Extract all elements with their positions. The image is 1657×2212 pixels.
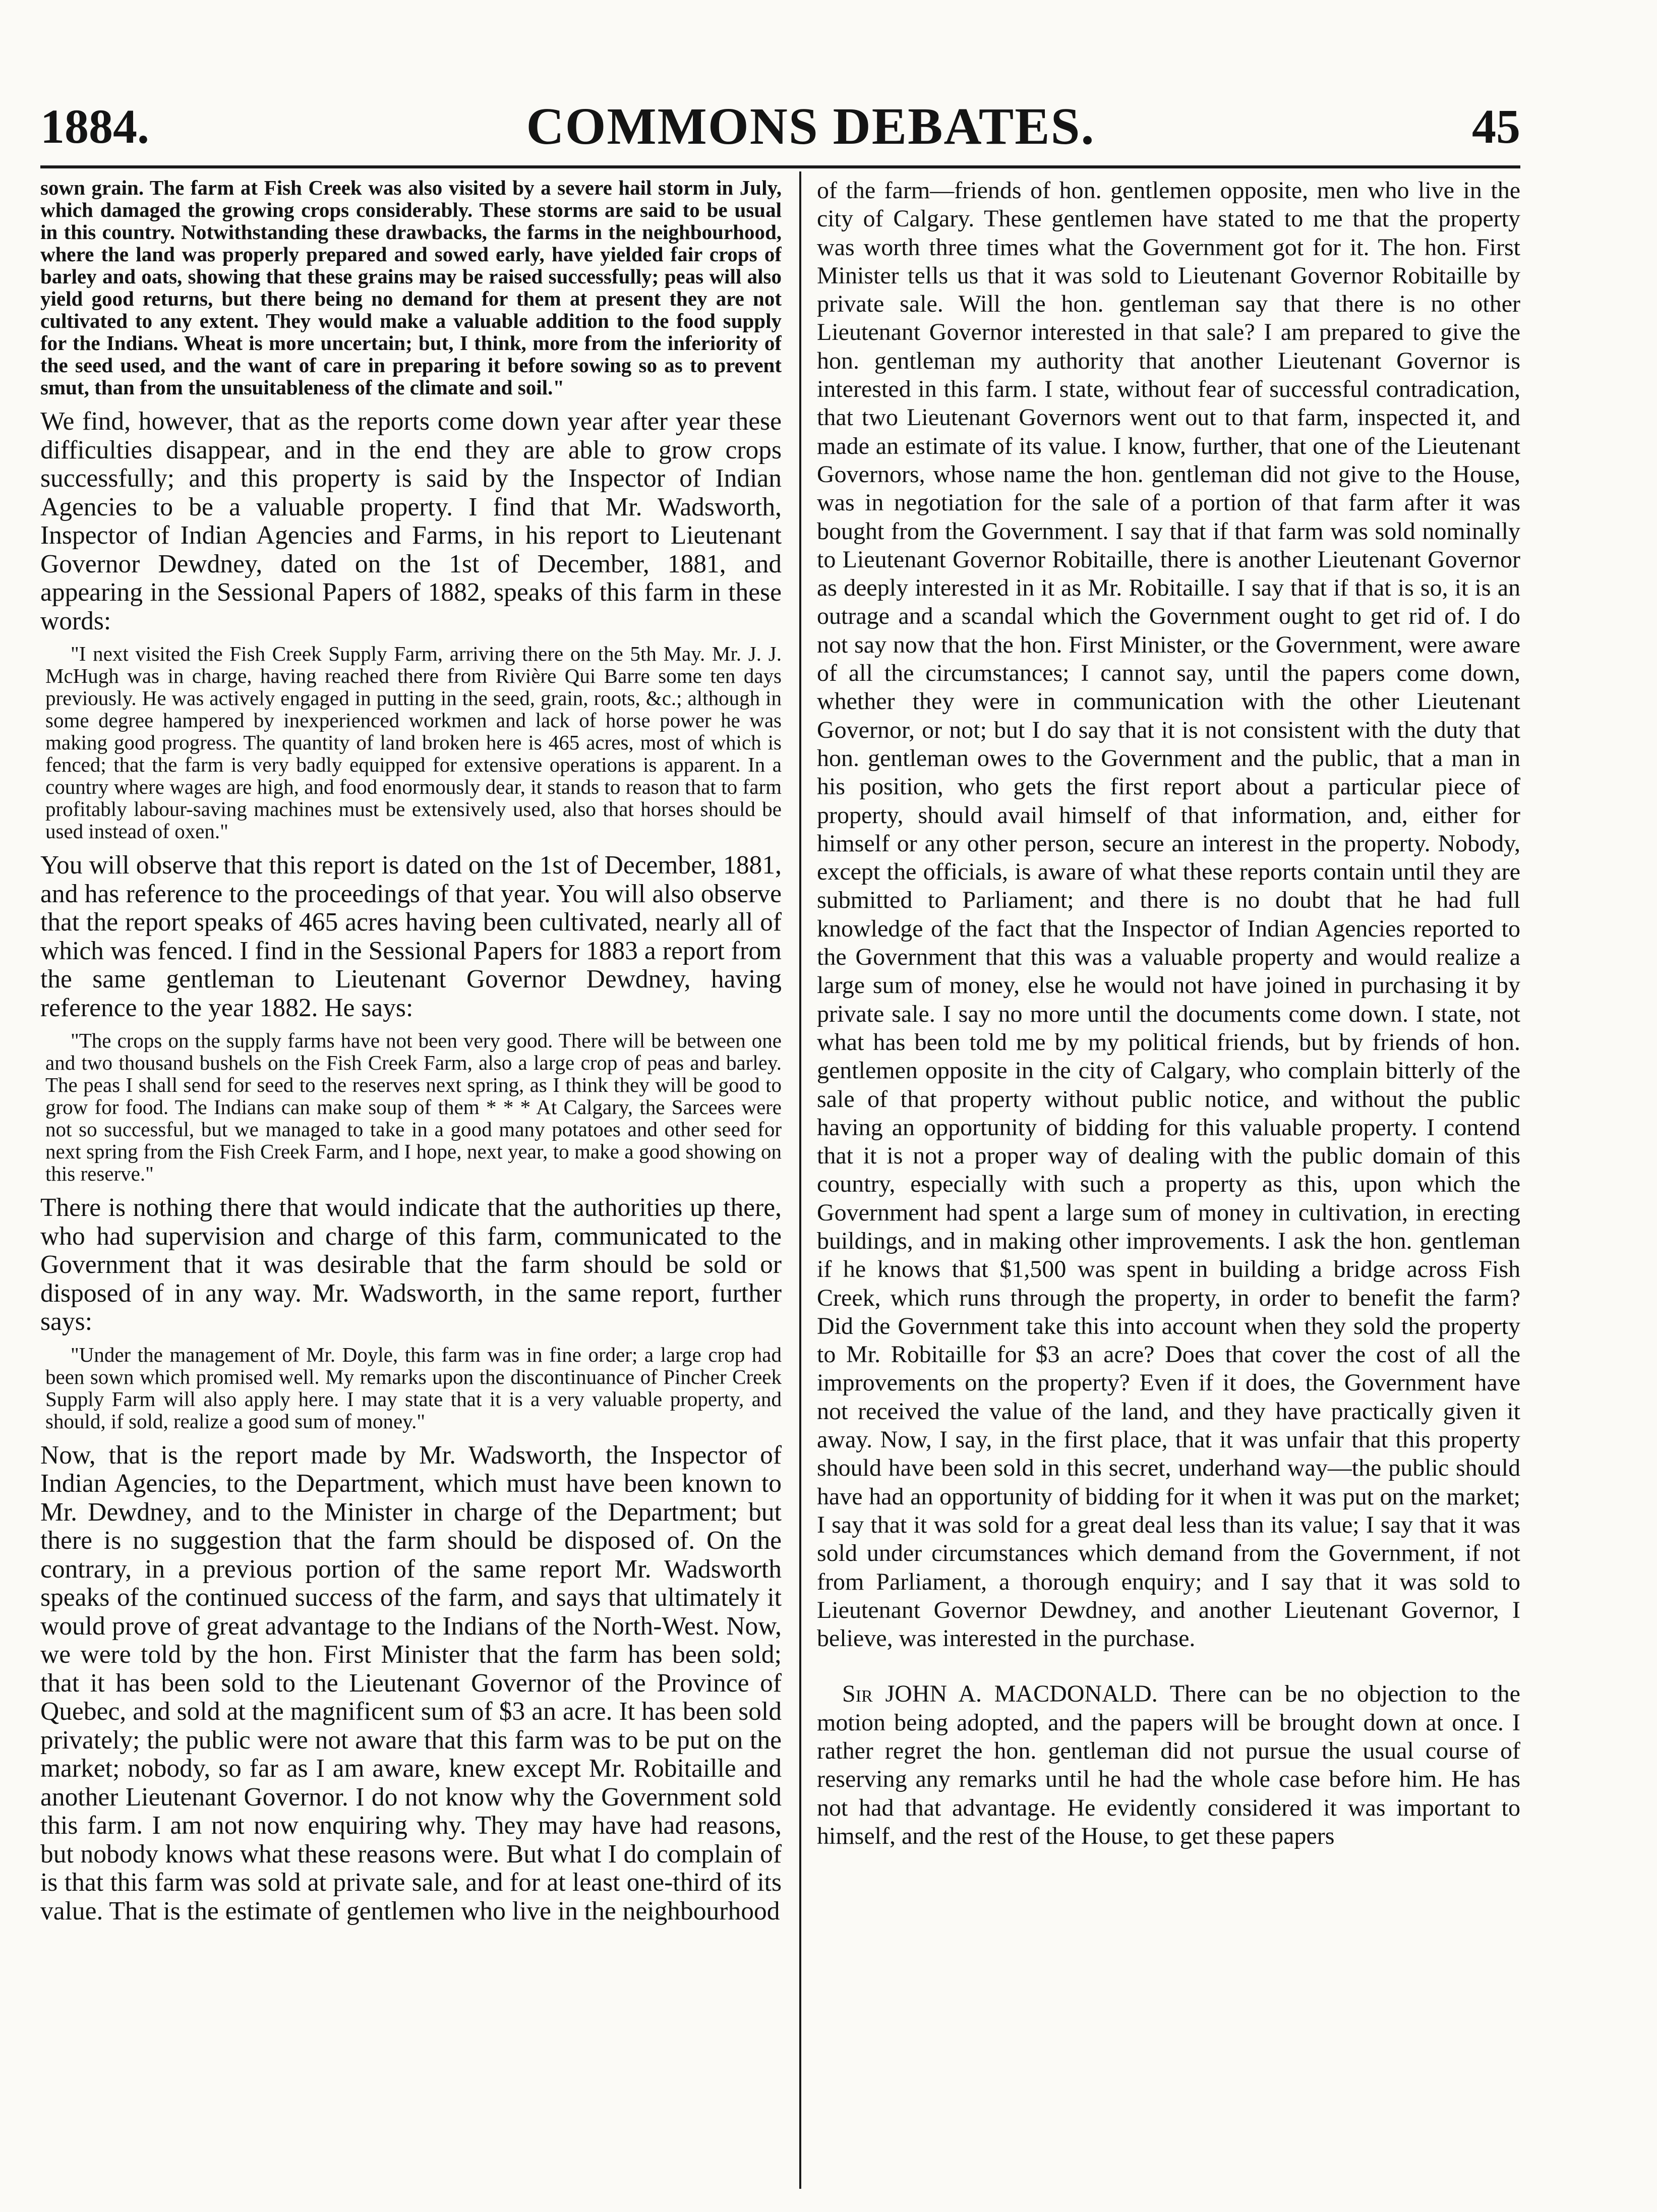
- page-number: 45: [1472, 99, 1520, 153]
- quote-continuation: sown grain. The farm at Fish Creek was also visited by a severe hail storm in July, which damaged the growing crops considerably. These storms are said to be usual in this country. Notwithstanding these drawbacks, the farms in the neighbourhood, where the land was properly prepared and sowed early, have yielded fair crops of barley and oats, showing that these grains may be raised successfully; peas will also yield good returns, but there being no demand for them at present they are not cultivated to any extent. They would make a valuable addition to the food supply for the Indians. Wheat is more uncertain; but, I think, more from the inferiority of the seed used, and the want of care in preparing it before sowing so as to prevent smut, than from the unsuitableness of the climate and soil.": [40, 177, 782, 399]
- right-column: [817, 177, 1520, 2189]
- block-quote: "Under the management of Mr. Doyle, this farm was in fine order; a large crop had been sown which promised well. My remarks upon the discontinuance of Pincher Creek Supply Farm will also apply here. I may state that it is a very valuable property, and should, if sold, realize a good sum of money.": [45, 1343, 782, 1433]
- speech-paragraph: [817, 1680, 1520, 1850]
- speech-text: There can be no objection to the motion being adopted, and the papers will be brought down at once. I rather regret the hon. gentleman did not pursue the usual course of reserving any remarks until he had the whole case before him. He has not had that advantage. He evidently considered it was important to himself, and the rest of the House, to get these papers: [817, 1680, 1520, 1849]
- block-quote: "The crops on the supply farms have not been very good. There will be between one and two thousand bushels on the Fish Creek Farm, also a large crop of peas and barley. The peas I shall send for seed to the reserves next spring, as I think they will be good to grow for food. The Indians can make soup of them * * * At Calgary, the Sarcees were not so successful, but we managed to take in a good many potatoes and other seed for next spring from the Fish Creek Farm, and I hope, next year, to make a good showing on this reserve.": [45, 1029, 782, 1185]
- header-title: COMMONS DEBATES.: [526, 97, 1095, 155]
- paragraph: of the farm—friends of hon. gentlemen opposite, men who live in the city of Calgary. These gentlemen have stated to me that the property was worth three times what the Government got for it. The hon. First Minister tells us that it was sold to Lieutenant Governor Robitaille by private sale. Will the hon. gentleman say that there is no other Lieutenant Governor interested in that sale? I am prepared to give the hon. gentleman my authority that another Lieutenant Governor is interested in this farm. I state, without fear of successful contradication, that two Lieutenant Governors went out to that farm, inspected it, and made an estimate of its value. I know, further, that one of the Lieutenant Governors, whose name the hon. gentleman did not give to the House, was in negotiation for the sale of a portion of that farm after it was bought from the Government. I say that if that farm was sold nominally to Lieutenant Governor Robitaille, there is another Lieutenant Governor as deeply interested in it as Mr. Robitaille. I say that if that is so, it is an outrage and a scandal which the Government ought to get rid of. I do not say now that the hon. First Minister, or the Government, were aware of all the circumstances; I cannot say, until the papers come down, whether they were in communication with the other Lieutenant Governor, or not; but I do say that it is not consistent with the duty that hon. gentleman owes to the Government and the public, that a man in his position, who gets the first report about a particular piece of property, should avail himself of that information, and, either for himself or any other person, secure an interest in the property. Nobody, except the officials, is aware of what these reports contain until they are submitted to Parliament; and there is no doubt that he had full knowledge of the fact that the Inspector of Indian Agencies reported to the Government that this was a valuable property and would realize a large sum of money, else he would not have joined in purchasing it by private sale. I say no more until the documents come down. I state, not what has been told me by my political friends, but by friends of hon. gentlemen opposite in the city of Calgary, who complain bitterly of the sale of that property without public notice, and without the public having an opportunity of bidding for this valuable property. I contend that it is not a proper way of dealing with the public domain of this country, especially with such a property as this, upon which the Government had spent a large sum of money in cultivation, in erecting buildings, and in making other improvements. I ask the hon. gentleman if he knows that $1,500 was spent in building a bridge across Fish Creek, which runs through the property, in order to benefit the farm? Did the Government take this into account when they sold the property to Mr. Robitaille for $3 an acre? Does that cover the cost of all the improvements on the property? Even if it does, the Government have not received the value of the land, and they have practically given it away. Now, I say, in the first place, that it was unfair that this property should have been sold in this secret, underhand way—the public should have had an opportunity of bidding for it when it was put on the market; I say that it was sold for a great deal less than its value; I say that it was sold under circumstances which demand from the Government, if not from Parliament, a thorough enquiry; and I say that it was sold to Lieutenant Governor Dewdney, and another Lieutenant Governor, I believe, was interested in the purchase.: [817, 177, 1520, 1652]
- paragraph: You will observe that this report is dated on the 1st of December, 1881, and has reference to the proceedings of that year. You will also observe that the report speaks of 465 acres having been cultivated, nearly all of which was fenced. I find in the Sessional Papers for 1883 a report from the same gentleman to Lieutenant Governor Dewdney, having reference to the year 1882. He says:: [40, 851, 782, 1022]
- speaker-name: Sir JOHN A. MACDONALD.: [842, 1680, 1158, 1708]
- block-quote: "I next visited the Fish Creek Supply Farm, arriving there on the 5th May. Mr. J. J. McHugh was in charge, having reached there from Rivière Qui Barre some ten days previously. He was actively engaged in putting in the seed, grain, roots, &c.; although in some degree hampered by inexperienced workmen and lack of horse power he was making good progress. The quantity of land broken here is 465 acres, most of which is fenced; that the farm is very badly equipped for extensive operations is apparent. In a country where wages are high, and food enormously dear, it stands to reason that to farm profitably labour-saving machines must be extensively used, also that horses should be used instead of oxen.": [45, 642, 782, 843]
- left-column: [40, 177, 782, 2189]
- header-year: 1884.: [40, 99, 149, 153]
- header-rule: [40, 165, 1520, 168]
- paragraph: Now, that is the report made by Mr. Wadsworth, the Inspector of Indian Agencies, to the Department, which must have been known to Mr. Dewdney, and to the Minister in charge of the Department; but there is no suggestion that the farm should be disposed of. On the contrary, in a previous portion of the same report Mr. Wadsworth speaks of the continued success of the farm, and says that ultimately it would prove of great advantage to the Indians of the North-West. Now, we were told by the hon. First Minister that the farm has been sold; that it has been sold to the Lieutenant Governor of the Province of Quebec, and sold at the magnificent sum of $3 an acre. It has been sold privately; the public were not aware that this farm was to be put on the market; nobody, so far as I am aware, knew except Mr. Robitaille and another Lieutenant Governor. I do not know why the Government sold this farm. I am not now enquiring why. They may have had reasons, but nobody knows what these reasons were. But what I do complain of is that this farm was sold at private sale, and for at least one-third of its value. That is the estimate of gentlemen who live in the neighbourhood: [40, 1440, 782, 1926]
- column-divider: [799, 171, 801, 2189]
- paragraph: There is nothing there that would indicate that the authorities up there, who had supervision and charge of this farm, communicated to the Government that it was desirable that the farm should be sold or disposed of in any way. Mr. Wadsworth, in the same report, further says:: [40, 1193, 782, 1336]
- paragraph-gap: [817, 1660, 1520, 1680]
- page-header: [40, 96, 1520, 156]
- paragraph: We find, however, that as the reports come down year after year these difficulties disappear, and in the end they are able to grow crops successfully; and this property is said by the Inspector of Indian Agencies to be a valuable property. I find that Mr. Wadsworth, Inspector of Indian Agencies and Farms, in his report to Lieutenant Governor Dewdney, dated on the 1st of December, 1881, and appearing in the Sessional Papers of 1882, speaks of this farm in these words:: [40, 407, 782, 635]
